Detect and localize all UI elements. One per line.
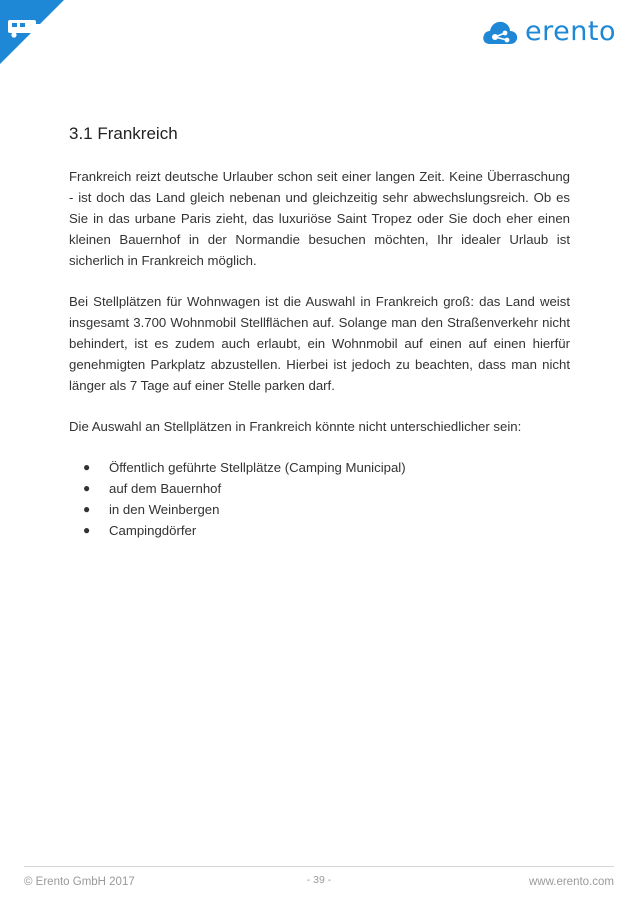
document-content [69,124,570,541]
list-item-text: Campingdörfer [109,523,197,538]
footer-copyright: © Erento GmbH 2017 [24,876,135,888]
list-item-text: auf dem Bauernhof [109,481,222,496]
list-item [69,499,570,520]
corner-badge [0,0,64,64]
page-number: - 39 - [306,874,332,886]
erento-logo [481,16,616,47]
logo-text: erento [525,16,616,47]
cloud-logo-icon [481,18,519,46]
paragraph-intro: Frankreich reizt deutsche Urlauber schon seit einer langen Zeit. Keine Überraschung - ist doch das Land gleich nebenan und gleichzeitig sehr abwechslungsreich. Ob es Sie in das urbane Paris zieht, das luxuriöse Saint Tropez oder Sie doch eher einen kleinen Bauernhof in der Normandie besuchen möchten, Ihr idealer Urlaub ist sicherlich in Frankreich möglich. [69,169,570,268]
bullet-icon: ● [83,481,91,495]
footer-website-link[interactable]: www.erento.com [528,876,614,888]
paragraph-stellplaetze: Bei Stellplätzen für Wohnwagen ist die Auswahl in Frankreich groß: das Land weist insgesamt 3.700 Wohnmobil Stellflächen auf. Solange man den Straßenverkehr nicht behindert, ist es zudem auch erlaubt, ein Wohnmobil auf einen auf einen hierfür genehmigten Parkplatz abzustellen. Hierbei ist jedoch zu beachten, dass man nicht länger als 7 Tage auf einer Stelle parken darf. [69,294,570,393]
bullet-icon: ● [83,502,91,516]
list-item [69,520,570,541]
section-title: 3.1 Frankreich [69,124,178,143]
bullet-icon: ● [83,523,91,537]
list-item [69,478,570,499]
list-item-text: Öffentlich geführte Stellplätze (Camping Municipal) [109,460,406,475]
list-item-text: in den Weinbergen [109,502,220,517]
footer-divider [24,866,614,867]
list-item [69,457,570,478]
bullet-list [69,457,570,541]
paragraph-auswahl: Die Auswahl an Stellplätzen in Frankreich könnte nicht unterschiedlicher sein: [69,419,522,434]
bullet-icon: ● [83,460,91,474]
